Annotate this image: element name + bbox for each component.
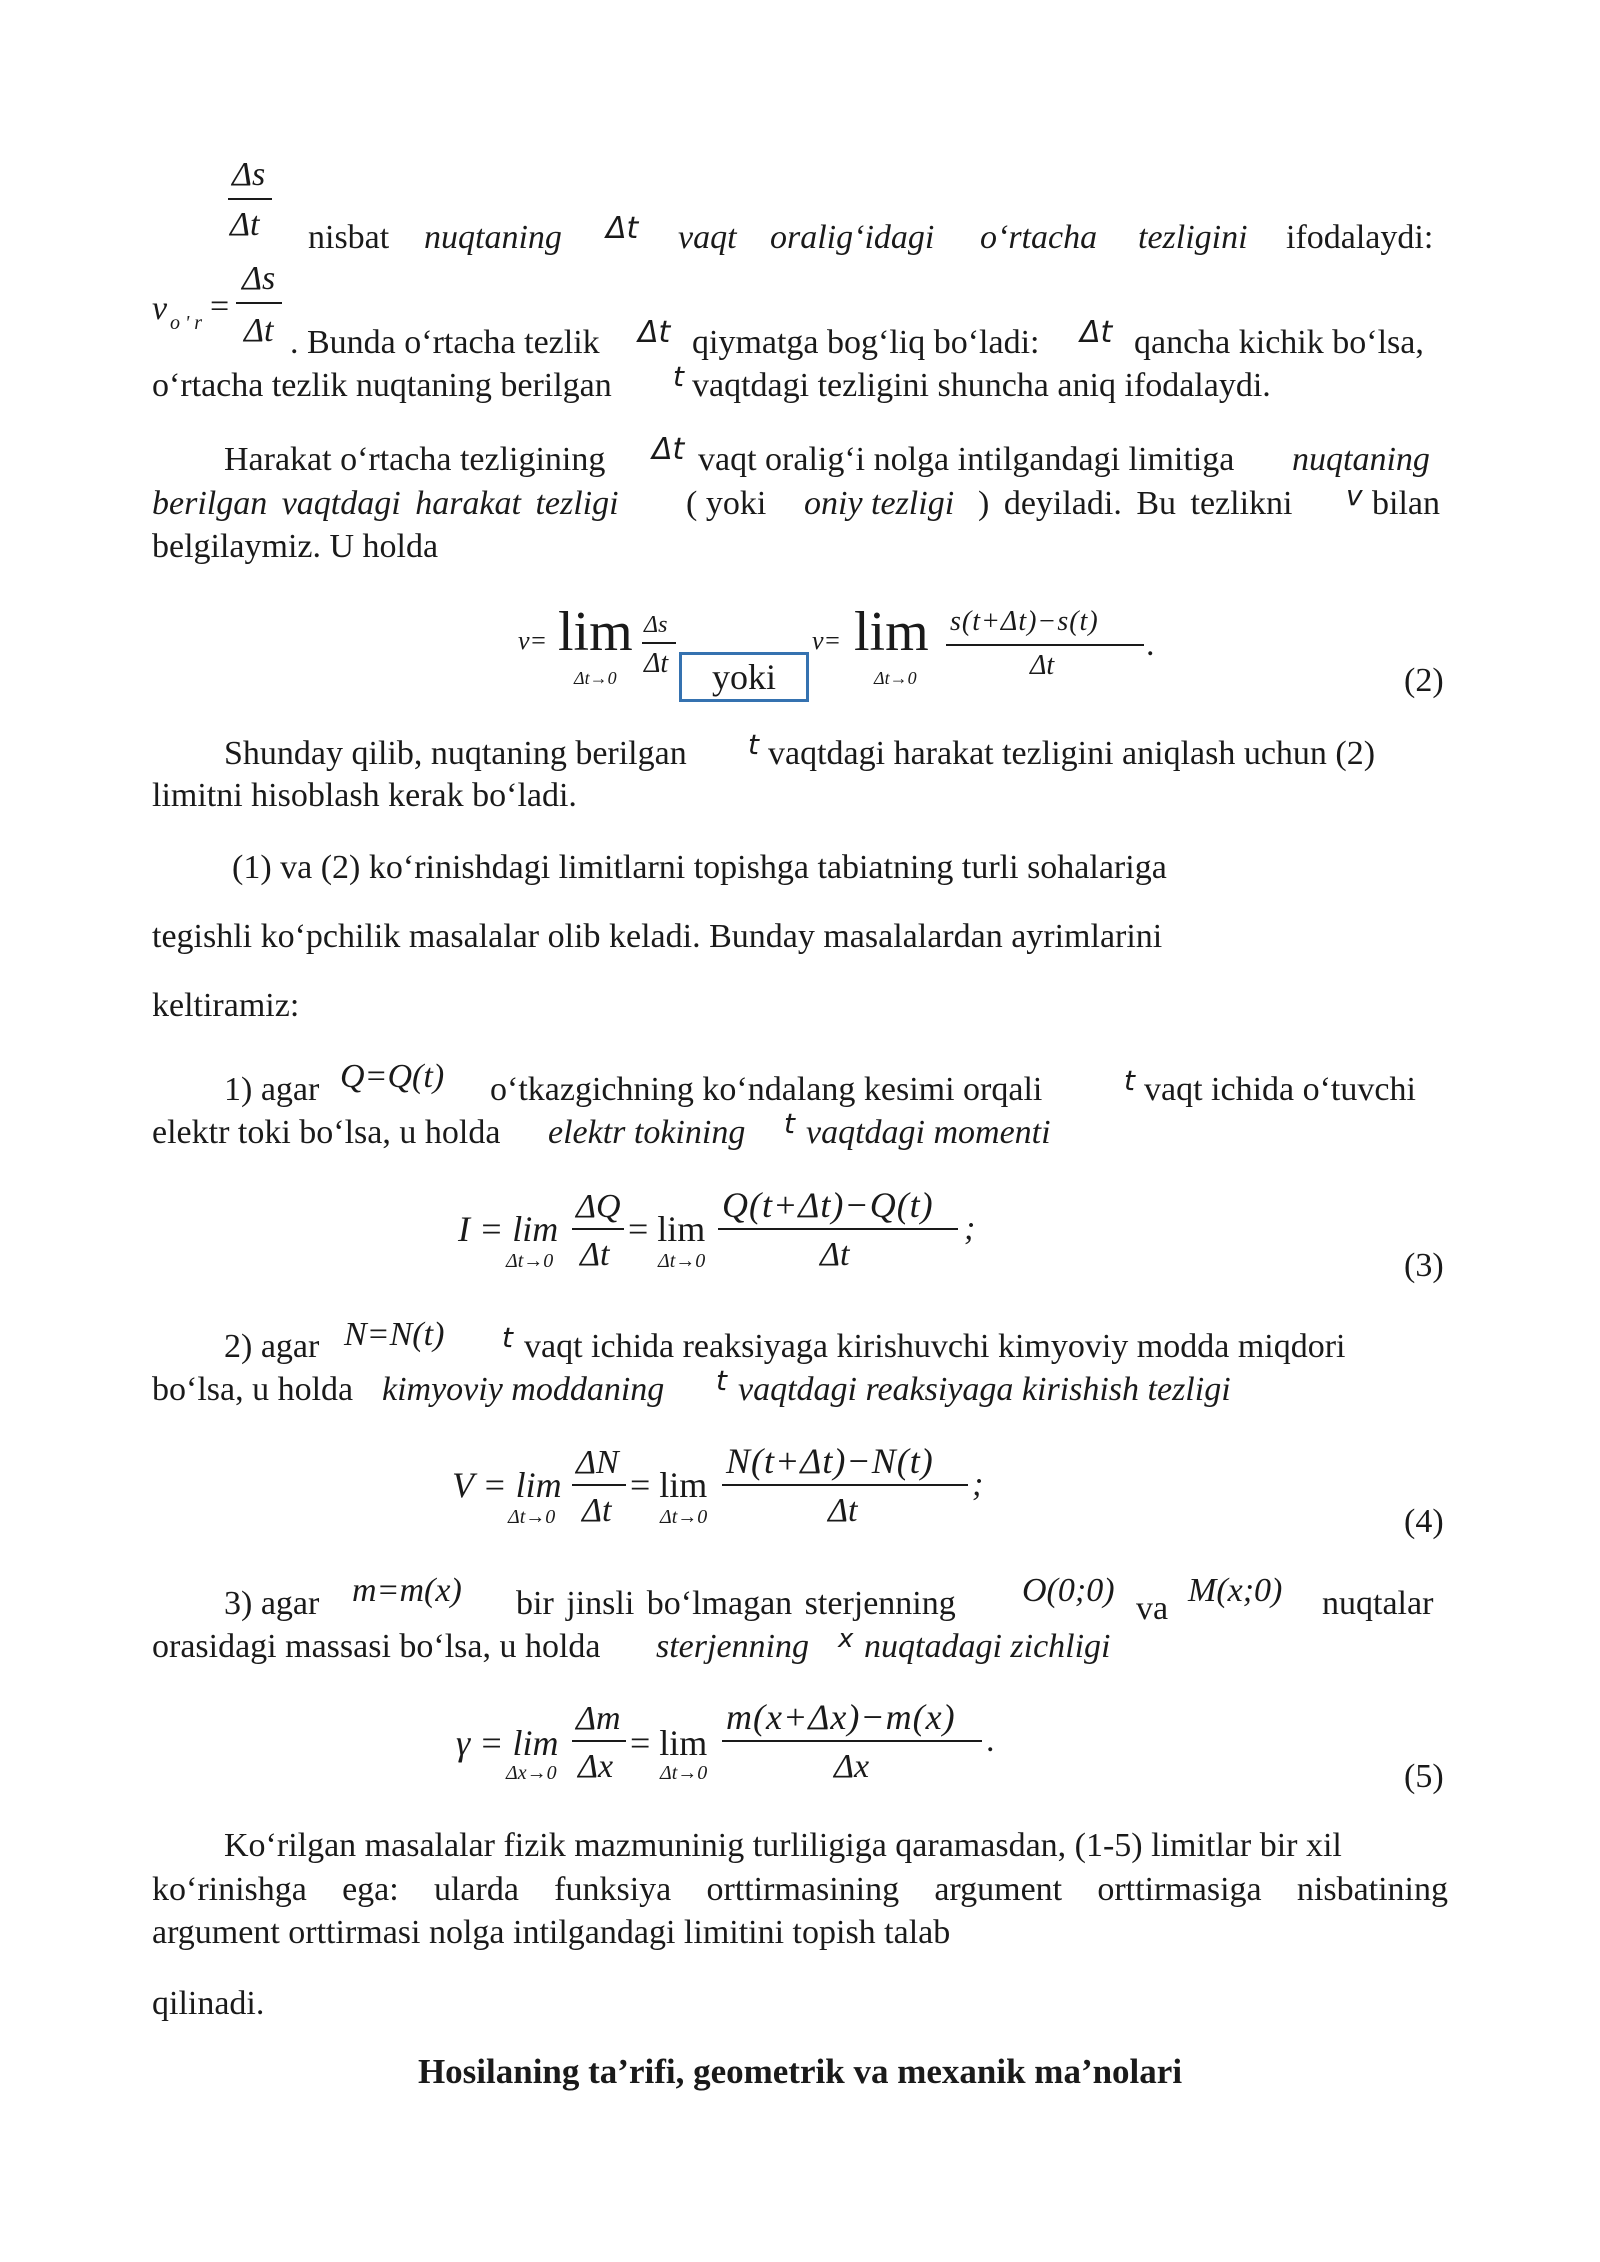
- eq4-sub1: Δt→0: [508, 1506, 556, 1528]
- line-korinishga: ko‘rinishga ega: ularda funksiya orttirmasining argument orttirmasiga nisbatining: [152, 1871, 1448, 1908]
- eq4-den2: Δt: [828, 1492, 858, 1529]
- vor-fraction-bar: [236, 302, 282, 304]
- equation-number-2: (2): [1404, 662, 1444, 699]
- eq2-lim1: lim: [558, 601, 633, 663]
- symbol-t: t: [502, 1321, 513, 1354]
- equals-sign: =: [210, 288, 230, 325]
- sentence-belgilaymiz: belgilaymiz. U holda: [152, 528, 439, 565]
- line-1-va-2: (1) va (2) ko‘rinishdagi limitlarni topishga tabiatning turli sohalariga: [232, 849, 1167, 886]
- sentence-bunda: . Bunda o‘rtacha tezlik: [290, 324, 600, 361]
- term-nuqtaning: nuqtaning: [1292, 441, 1430, 478]
- symbol-t: t: [716, 1364, 727, 1397]
- eq5-num2: m(x+Δx)−m(x): [726, 1697, 956, 1737]
- sentence-ortacha-tezlik: o‘rtacha tezlik nuqtaning berilgan: [152, 367, 612, 404]
- subscript-or: o ' r: [170, 312, 203, 334]
- word-ifodalaydi: ifodalaydi:: [1286, 219, 1434, 256]
- eq5-end: .: [986, 1722, 995, 1759]
- word-vaqt: vaqt: [678, 219, 737, 256]
- eq5-lhs: γ = lim: [456, 1723, 559, 1763]
- eq2-lhs2: v=: [812, 626, 842, 655]
- item-1-agar: 1) agar: [224, 1071, 320, 1108]
- word-nuqtaning: nuqtaning: [424, 219, 562, 256]
- symbol-v: v: [1346, 479, 1363, 512]
- symbol-delta-t: Δt: [638, 315, 671, 350]
- eq5-den2: Δx: [834, 1748, 870, 1785]
- eq4-sub2: Δt→0: [660, 1506, 708, 1528]
- eq4-lhs: V = lim: [452, 1465, 562, 1505]
- word-va: va: [1136, 1590, 1169, 1627]
- eq2-lim2: lim: [854, 601, 929, 663]
- word-nuqtalar: nuqtalar: [1322, 1585, 1434, 1622]
- sentence-vaqtdagi-harakat: vaqtdagi harakat tezligini aniqlash uchun (2): [768, 735, 1376, 772]
- eq2-sub2: Δt→0: [874, 668, 917, 688]
- eq5-bar2: [722, 1740, 982, 1742]
- sentence-otkazgichning: o‘tkazgichning ko‘ndalang kesimi orqali: [490, 1071, 1043, 1108]
- eq3-end: ;: [964, 1210, 976, 1247]
- eq2-den1: Δt: [644, 648, 669, 679]
- formula-point-o: O(0;0): [1022, 1572, 1115, 1609]
- word-bilan: bilan: [1372, 485, 1440, 522]
- equation-number-4: (4): [1404, 1503, 1444, 1540]
- eq2-bar1: [642, 642, 676, 644]
- formula-n-of-t: N=N(t): [344, 1316, 445, 1353]
- symbol-t: t: [748, 728, 759, 761]
- sentence-vaqtdagi: vaqtdagi tezligini shuncha aniq ifodalaydi.: [692, 367, 1271, 404]
- symbol-v: v: [152, 290, 168, 327]
- eq4-num2: N(t+Δt)−N(t): [726, 1441, 934, 1481]
- eq4-end: ;: [972, 1466, 984, 1503]
- eq5-den1: Δx: [578, 1748, 614, 1785]
- eq4-num1: ΔN: [576, 1444, 619, 1481]
- eq4-bar2: [722, 1484, 968, 1486]
- sentence-orasidagi: orasidagi massasi bo‘lsa, u holda: [152, 1628, 601, 1665]
- sentence-reaksiyaga: vaqt ichida reaksiyaga kirishuvchi kimyoviy modda miqdori: [524, 1328, 1346, 1365]
- equation-number-3: (3): [1404, 1247, 1444, 1284]
- eq4-bar1: [572, 1484, 626, 1486]
- sentence-qancha: qancha kichik bo‘lsa,: [1134, 324, 1424, 361]
- sentence-deyiladi: ) deyiladi. Bu tezlikni: [978, 485, 1293, 522]
- symbol-t: t: [784, 1107, 795, 1140]
- term-kimyoviy-moddaning: kimyoviy moddaning: [382, 1371, 665, 1408]
- eq3-num2: Q(t+Δt)−Q(t): [722, 1185, 934, 1225]
- term-nuqtadagi-zichligi: nuqtadagi zichligi: [864, 1628, 1111, 1665]
- symbol-t: t: [1124, 1064, 1135, 1097]
- eq2-sub1: Δt→0: [574, 668, 617, 688]
- symbol-x: x: [838, 1624, 854, 1654]
- symbol-delta-t: Δt: [652, 432, 685, 467]
- eq3-den2: Δt: [820, 1236, 850, 1273]
- sentence-harakat: Harakat o‘rtacha tezligining: [224, 441, 606, 478]
- term-elektr-tokining: elektr tokining: [548, 1114, 746, 1151]
- word-oraligidagi: oralig‘idagi: [770, 219, 935, 256]
- symbol-delta-t: Δt: [1080, 315, 1113, 350]
- term-sterjenning: sterjenning: [656, 1628, 809, 1665]
- fraction-dt-denominator: Δt: [230, 206, 260, 243]
- eq2-dot: .: [1146, 626, 1155, 663]
- eq3-sub1: Δt→0: [506, 1250, 554, 1272]
- term-berilgan-vaqtdagi: berilgan vaqtdagi harakat tezligi: [152, 485, 619, 522]
- formula-q-of-t: Q=Q(t): [340, 1058, 445, 1095]
- formula-m-of-x: m=m(x): [352, 1572, 462, 1609]
- line-tegishli: tegishli ko‘pchilik masalalar olib keladi. Bunday masalalardan ayrimlarini: [152, 918, 1163, 955]
- sentence-shunday: Shunday qilib, nuqtaning berilgan: [224, 735, 687, 772]
- eq5-sub1: Δx→0: [506, 1762, 557, 1784]
- eq4-den1: Δt: [582, 1492, 612, 1529]
- vor-numerator: Δs: [242, 260, 276, 297]
- symbol-t: t: [673, 360, 684, 393]
- vor-denominator: Δt: [244, 312, 274, 349]
- word-tezligini: tezligini: [1138, 219, 1248, 256]
- item-2-agar: 2) agar: [224, 1328, 320, 1365]
- line-keltiramiz: keltiramiz:: [152, 987, 300, 1024]
- eq5-bar1: [572, 1740, 626, 1742]
- eq5-mid: = lim: [630, 1723, 708, 1763]
- eq4-mid: = lim: [630, 1465, 708, 1505]
- sentence-qiymatga: qiymatga bog‘liq bo‘ladi:: [692, 324, 1040, 361]
- eq3-num1: ΔQ: [576, 1188, 621, 1225]
- line-korilgan: Ko‘rilgan masalalar fizik mazmuninig turliligiga qaramasdan, (1-5) limitlar bir xil: [224, 1827, 1342, 1864]
- fraction-bar: [228, 198, 272, 200]
- sentence-elektr-toki: elektr toki bo‘lsa, u holda: [152, 1114, 501, 1151]
- yoki-boxed-label: yoki: [679, 652, 809, 702]
- eq3-bar1: [572, 1228, 624, 1230]
- eq3-mid: = lim: [628, 1209, 706, 1249]
- eq3-den1: Δt: [580, 1236, 610, 1273]
- eq2-num1: Δs: [644, 612, 668, 638]
- line-argument: argument orttirmasi nolga intilgandagi limitini topish talab: [152, 1914, 951, 1951]
- sentence-limitni: limitni hisoblash kerak bo‘ladi.: [152, 777, 577, 814]
- item-3-agar: 3) agar: [224, 1585, 320, 1622]
- eq2-num2: s(t+Δt)−s(t): [950, 606, 1099, 637]
- eq2-bar2: [946, 644, 1144, 646]
- eq3-lhs-text: I = lim: [458, 1209, 559, 1249]
- eq5-sub2: Δt→0: [660, 1762, 708, 1784]
- sentence-bir-jinsli: bir jinsli bo‘lmagan sterjenning: [516, 1585, 956, 1622]
- term-reaksiyaga-tezligi: vaqtdagi reaksiyaga kirishish tezligi: [738, 1371, 1231, 1408]
- formula-point-m: M(x;0): [1188, 1572, 1283, 1609]
- word-nisbat: nisbat: [308, 219, 390, 256]
- term-oniy-tezligi: oniy tezligi: [804, 485, 955, 522]
- sentence-vaqt-oraligi: vaqt oralig‘i nolga intilgandagi limitiga: [698, 441, 1235, 478]
- eq2-lhs1: v=: [518, 626, 548, 655]
- symbol-delta-t: Δt: [606, 211, 639, 246]
- sentence-bolsa: bo‘lsa, u holda: [152, 1371, 354, 1408]
- eq3-sub2: Δt→0: [658, 1250, 706, 1272]
- paren-yoki: ( yoki: [686, 485, 767, 522]
- eq3-bar2: [718, 1228, 958, 1230]
- term-vaqtdagi-momenti: vaqtdagi momenti: [806, 1114, 1051, 1151]
- eq2-den2: Δt: [1030, 650, 1055, 681]
- eq5-num1: Δm: [576, 1700, 621, 1737]
- line-qilinadi: qilinadi.: [152, 1985, 265, 2022]
- fraction-ds-numerator: Δs: [232, 156, 266, 193]
- sentence-vaqt-ichida: vaqt ichida o‘tuvchi: [1144, 1071, 1416, 1108]
- eq3-lhs: [458, 1208, 558, 1250]
- equation-number-5: (5): [1404, 1758, 1444, 1795]
- word-ortacha: o‘rtacha: [980, 219, 1098, 256]
- section-heading: Hosilaning ta’rifi, geometrik va mexanik ma’nolari: [417, 2052, 1183, 2091]
